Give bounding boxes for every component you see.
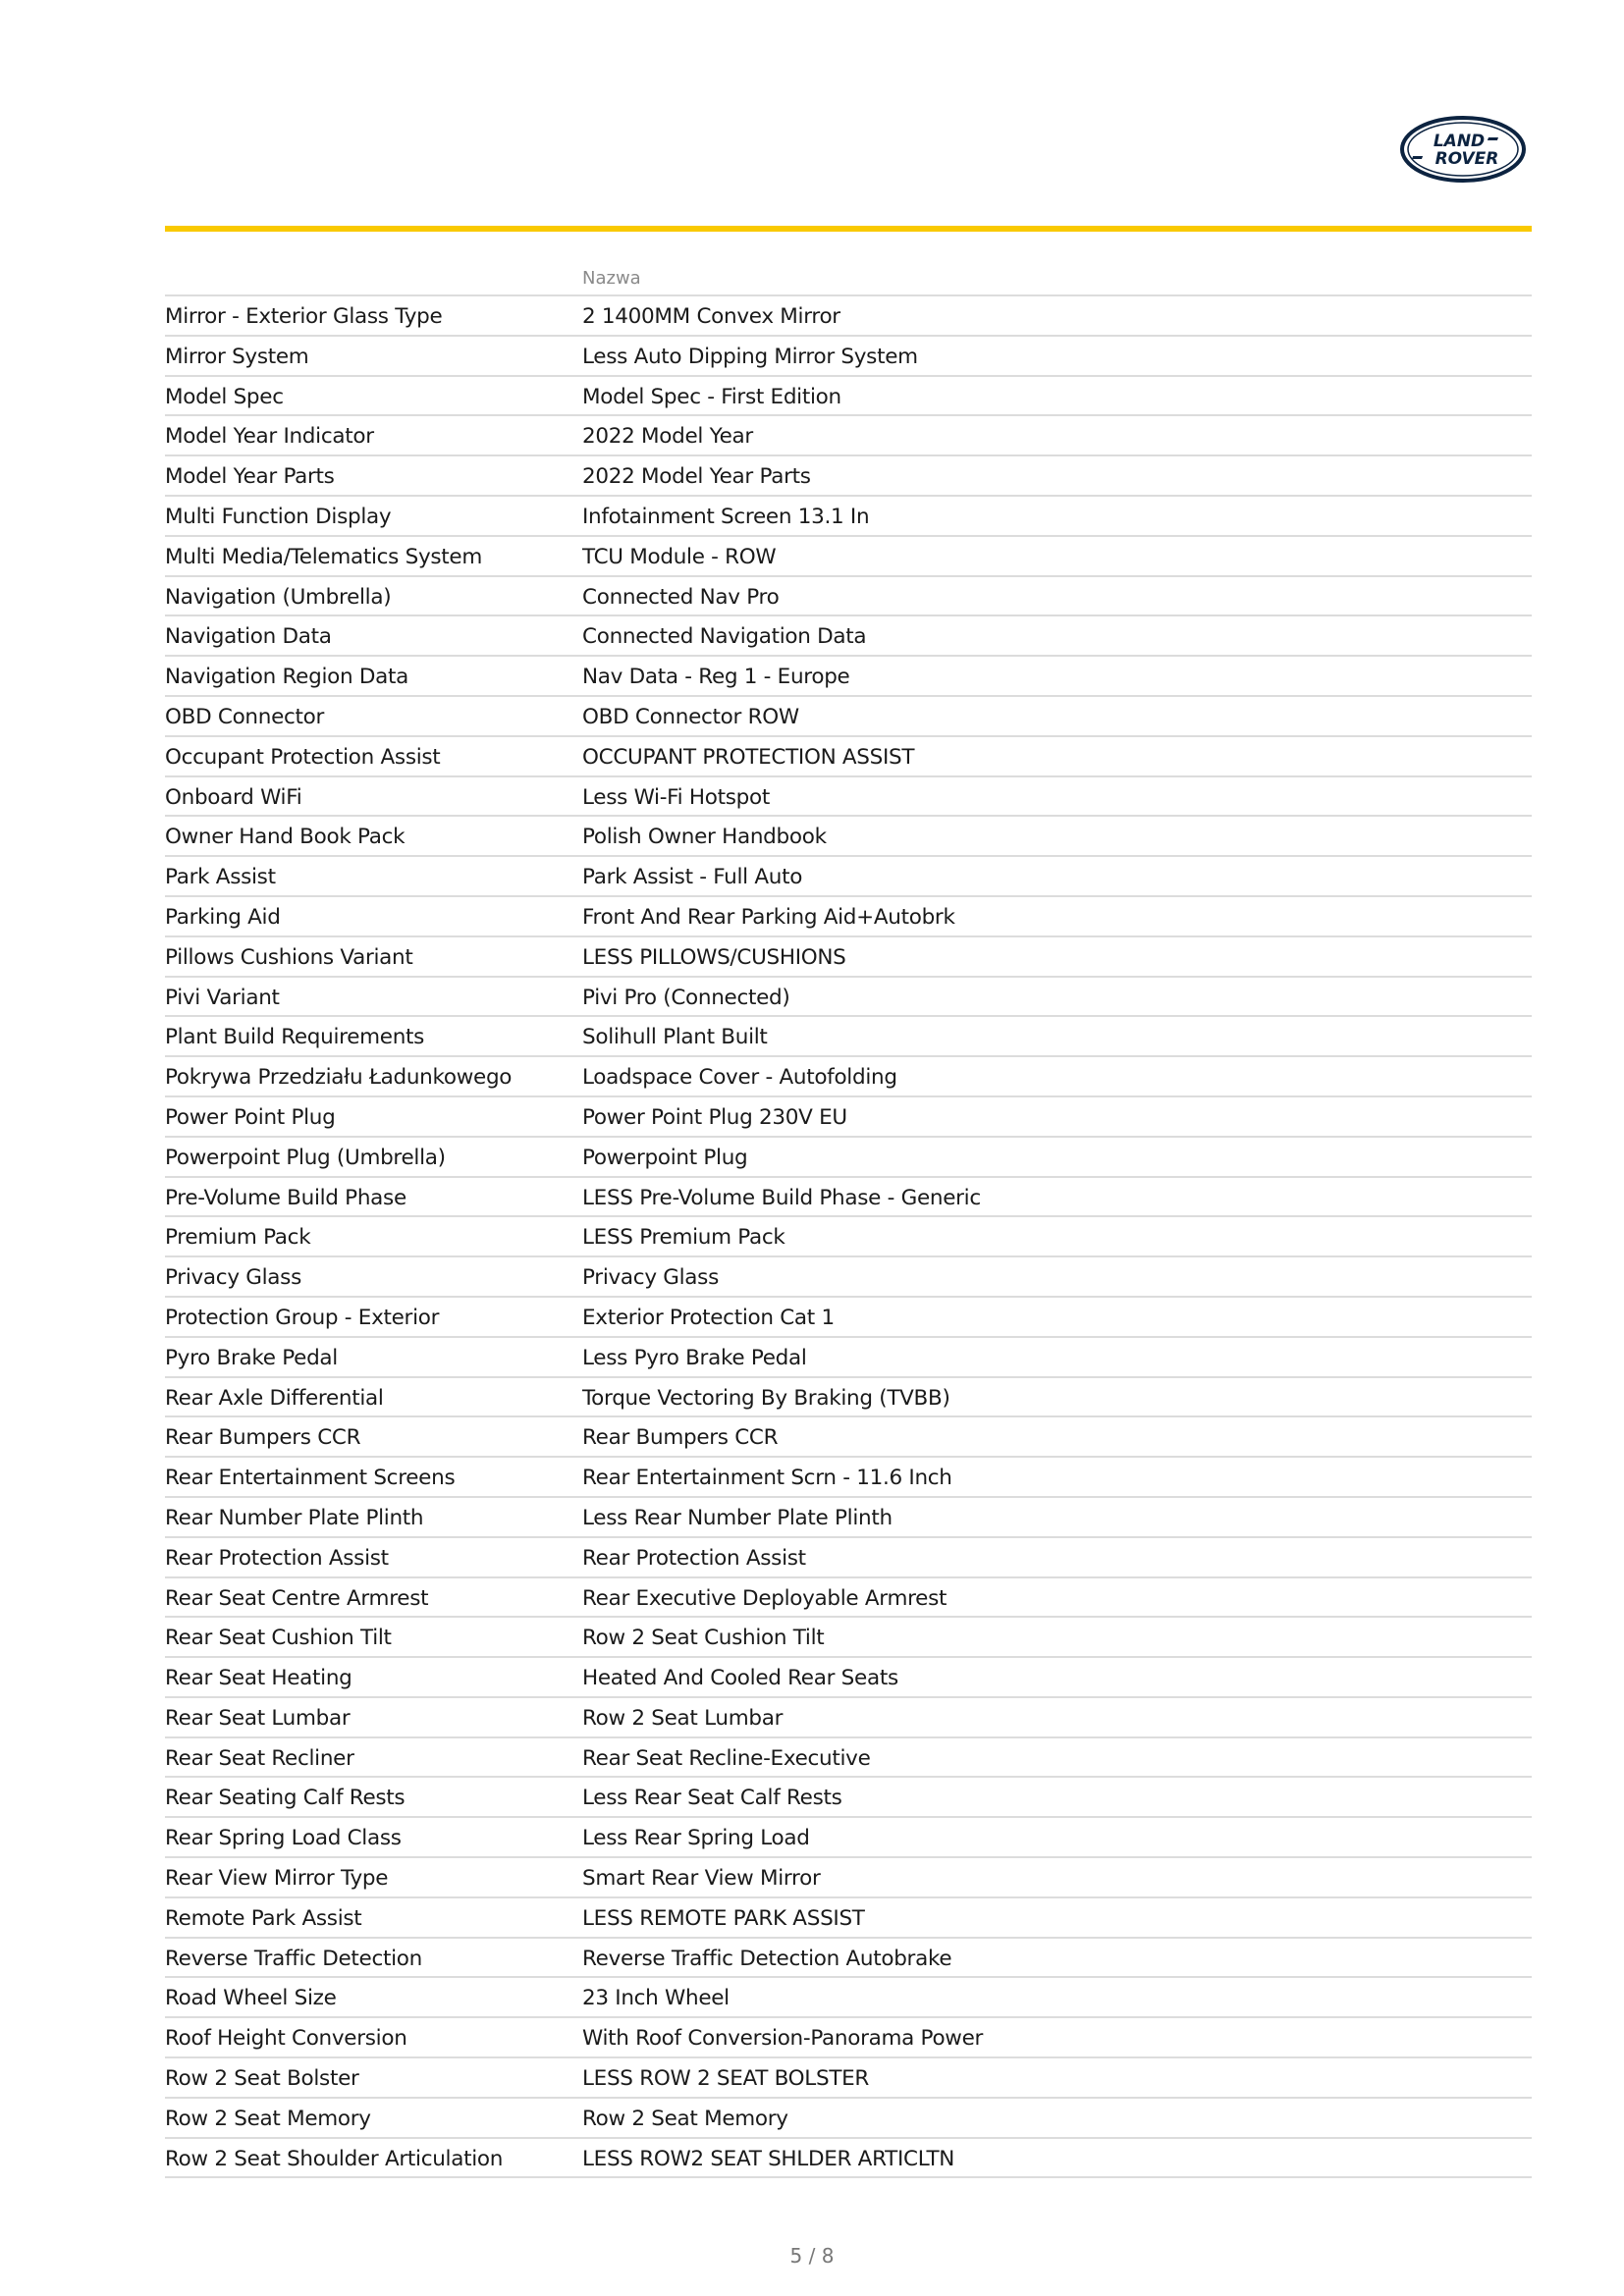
table-row	[165, 377, 1532, 417]
table-row	[165, 1178, 1532, 1218]
table-row	[165, 1217, 1532, 1257]
table-row	[165, 857, 1532, 897]
feature-label: Pyro Brake Pedal	[165, 1345, 338, 1370]
feature-label: Park Assist	[165, 865, 276, 890]
feature-value: TCU Module - ROW	[582, 544, 777, 569]
feature-label: Rear View Mirror Type	[165, 1866, 389, 1892]
feature-value: Polish Owner Handbook	[582, 825, 827, 850]
feature-value: 2022 Model Year Parts	[582, 464, 811, 490]
feature-value: Rear Seat Recline-Executive	[582, 1745, 871, 1771]
feature-value: Reverse Traffic Detection Autobrake	[582, 1946, 952, 1971]
land-rover-logo	[1400, 116, 1526, 183]
feature-label: Rear Seating Calf Rests	[165, 1786, 406, 1811]
feature-value: Privacy Glass	[582, 1265, 719, 1291]
feature-value: Model Spec - First Edition	[582, 384, 841, 409]
feature-label: Road Wheel Size	[165, 1986, 337, 2011]
table-row	[165, 697, 1532, 737]
feature-value: Rear Entertainment Scrn - 11.6 Inch	[582, 1466, 952, 1491]
feature-label: Rear Seat Lumbar	[165, 1705, 351, 1731]
table-header	[165, 258, 1532, 296]
table-row	[165, 1257, 1532, 1298]
feature-value: 2 1400MM Convex Mirror	[582, 304, 840, 329]
table-row	[165, 537, 1532, 577]
table-row	[165, 1578, 1532, 1619]
table-row	[165, 1738, 1532, 1779]
feature-value: OCCUPANT PROTECTION ASSIST	[582, 744, 915, 770]
feature-label: Roof Height Conversion	[165, 2026, 407, 2052]
table-row	[165, 456, 1532, 497]
table-body	[165, 296, 1532, 2178]
table-row	[165, 296, 1532, 337]
feature-value: Less Rear Number Plate Plinth	[582, 1505, 893, 1530]
column-header-name: Nazwa	[582, 268, 641, 289]
table-row	[165, 577, 1532, 617]
feature-label: Pivi Variant	[165, 985, 280, 1010]
feature-value: LESS ROW2 SEAT SHLDER ARTICLTN	[582, 2146, 955, 2171]
feature-value: 23 Inch Wheel	[582, 1986, 730, 2011]
feature-label: OBD Connector	[165, 704, 325, 729]
feature-value: Less Rear Spring Load	[582, 1826, 810, 1851]
table-row	[165, 897, 1532, 937]
table-row	[165, 1898, 1532, 1939]
feature-label: Model Spec	[165, 384, 284, 409]
feature-value: Connected Navigation Data	[582, 624, 867, 650]
table-row	[165, 1298, 1532, 1338]
feature-value: Park Assist - Full Auto	[582, 865, 803, 890]
table-row	[165, 2099, 1532, 2139]
table-row	[165, 416, 1532, 456]
table-row	[165, 2018, 1532, 2058]
table-row	[165, 777, 1532, 818]
feature-label: Rear Seat Recliner	[165, 1745, 354, 1771]
table-row	[165, 616, 1532, 657]
feature-value: Rear Executive Deployable Armrest	[582, 1585, 947, 1611]
table-row	[165, 1978, 1532, 2018]
feature-value: Less Auto Dipping Mirror System	[582, 344, 918, 369]
table-row	[165, 497, 1532, 537]
table-row	[165, 2139, 1532, 2179]
table-row	[165, 1498, 1532, 1538]
feature-label: Rear Axle Differential	[165, 1385, 384, 1411]
feature-label: Premium Pack	[165, 1225, 311, 1251]
table-row	[165, 1057, 1532, 1097]
table-row	[165, 1097, 1532, 1138]
feature-label: Onboard WiFi	[165, 784, 302, 810]
feature-value: Torque Vectoring By Braking (TVBB)	[582, 1385, 950, 1411]
feature-label: Rear Seat Cushion Tilt	[165, 1626, 392, 1651]
feature-value: Less Wi-Fi Hotspot	[582, 784, 770, 810]
feature-value: Nav Data - Reg 1 - Europe	[582, 665, 850, 690]
feature-value: LESS Premium Pack	[582, 1225, 785, 1251]
feature-value: Exterior Protection Cat 1	[582, 1305, 835, 1330]
feature-value: Row 2 Seat Memory	[582, 2106, 788, 2131]
table-row	[165, 1858, 1532, 1898]
feature-label: Row 2 Seat Bolster	[165, 2066, 359, 2092]
table-row	[165, 937, 1532, 978]
feature-label: Mirror - Exterior Glass Type	[165, 304, 443, 329]
feature-label: Multi Function Display	[165, 504, 392, 529]
table-row	[165, 1778, 1532, 1818]
feature-label: Pokrywa Przedziału Ładunkowego	[165, 1065, 513, 1091]
table-row	[165, 1338, 1532, 1378]
feature-value: Pivi Pro (Connected)	[582, 985, 790, 1010]
table-row	[165, 1538, 1532, 1578]
table-row	[165, 1378, 1532, 1418]
yellow-divider	[165, 226, 1532, 232]
table-row	[165, 817, 1532, 857]
page-indicator: 5 / 8	[789, 2244, 835, 2268]
feature-label: Model Year Indicator	[165, 424, 374, 450]
feature-value: Less Pyro Brake Pedal	[582, 1345, 807, 1370]
feature-label: Owner Hand Book Pack	[165, 825, 406, 850]
feature-label: Rear Protection Assist	[165, 1545, 389, 1571]
feature-label: Powerpoint Plug (Umbrella)	[165, 1145, 446, 1170]
feature-label: Navigation (Umbrella)	[165, 584, 392, 610]
feature-label: Rear Seat Centre Armrest	[165, 1585, 429, 1611]
feature-value: Rear Bumpers CCR	[582, 1425, 779, 1451]
table-row	[165, 1658, 1532, 1698]
feature-label: Rear Spring Load Class	[165, 1826, 402, 1851]
feature-value: Smart Rear View Mirror	[582, 1866, 821, 1892]
feature-label: Rear Number Plate Plinth	[165, 1505, 424, 1530]
feature-value: Rear Protection Assist	[582, 1545, 806, 1571]
feature-value: LESS ROW 2 SEAT BOLSTER	[582, 2066, 870, 2092]
feature-value: OBD Connector ROW	[582, 704, 799, 729]
feature-label: Model Year Parts	[165, 464, 335, 490]
table-row	[165, 337, 1532, 377]
table-row	[165, 1618, 1532, 1658]
feature-value: Loadspace Cover - Autofolding	[582, 1065, 897, 1091]
logo-text-rover: ROVER	[1435, 149, 1499, 169]
feature-value: Connected Nav Pro	[582, 584, 780, 610]
table-row	[165, 2058, 1532, 2099]
table-row	[165, 1458, 1532, 1498]
feature-label: Mirror System	[165, 344, 309, 369]
table-row	[165, 1698, 1532, 1738]
table-row	[165, 1138, 1532, 1178]
feature-label: Rear Seat Heating	[165, 1666, 352, 1691]
feature-label: Row 2 Seat Memory	[165, 2106, 371, 2131]
table-row	[165, 978, 1532, 1018]
feature-value: Solihull Plant Built	[582, 1025, 768, 1050]
feature-label: Pillows Cushions Variant	[165, 944, 413, 970]
feature-label: Plant Build Requirements	[165, 1025, 425, 1050]
feature-value: LESS REMOTE PARK ASSIST	[582, 1905, 865, 1931]
feature-label: Multi Media/Telematics System	[165, 544, 482, 569]
feature-label: Row 2 Seat Shoulder Articulation	[165, 2146, 504, 2171]
feature-value: Row 2 Seat Lumbar	[582, 1705, 784, 1731]
feature-label: Remote Park Assist	[165, 1905, 362, 1931]
table-row	[165, 1417, 1532, 1458]
feature-label: Parking Aid	[165, 904, 281, 930]
feature-label: Privacy Glass	[165, 1265, 301, 1291]
table-row	[165, 1017, 1532, 1057]
feature-value: Powerpoint Plug	[582, 1145, 748, 1170]
feature-value: Power Point Plug 230V EU	[582, 1104, 847, 1130]
feature-value: Row 2 Seat Cushion Tilt	[582, 1626, 825, 1651]
feature-label: Navigation Region Data	[165, 665, 408, 690]
table-row	[165, 1939, 1532, 1979]
feature-value: LESS Pre-Volume Build Phase - Generic	[582, 1185, 981, 1210]
feature-label: Navigation Data	[165, 624, 332, 650]
feature-label: Reverse Traffic Detection	[165, 1946, 422, 1971]
table-row	[165, 657, 1532, 697]
feature-value: Infotainment Screen 13.1 In	[582, 504, 870, 529]
feature-value: Front And Rear Parking Aid+Autobrk	[582, 904, 955, 930]
feature-label: Occupant Protection Assist	[165, 744, 441, 770]
feature-label: Rear Bumpers CCR	[165, 1425, 361, 1451]
feature-value: LESS PILLOWS/CUSHIONS	[582, 944, 846, 970]
feature-value: With Roof Conversion-Panorama Power	[582, 2026, 984, 2052]
feature-label: Rear Entertainment Screens	[165, 1466, 456, 1491]
feature-label: Protection Group - Exterior	[165, 1305, 440, 1330]
spec-table	[165, 258, 1532, 2178]
logo-text-land: LAND	[1433, 132, 1486, 151]
table-row	[165, 737, 1532, 777]
feature-label: Power Point Plug	[165, 1104, 336, 1130]
feature-label: Pre-Volume Build Phase	[165, 1185, 406, 1210]
table-row	[165, 1818, 1532, 1858]
feature-value: 2022 Model Year	[582, 424, 753, 450]
feature-value: Heated And Cooled Rear Seats	[582, 1666, 898, 1691]
feature-value: Less Rear Seat Calf Rests	[582, 1786, 842, 1811]
